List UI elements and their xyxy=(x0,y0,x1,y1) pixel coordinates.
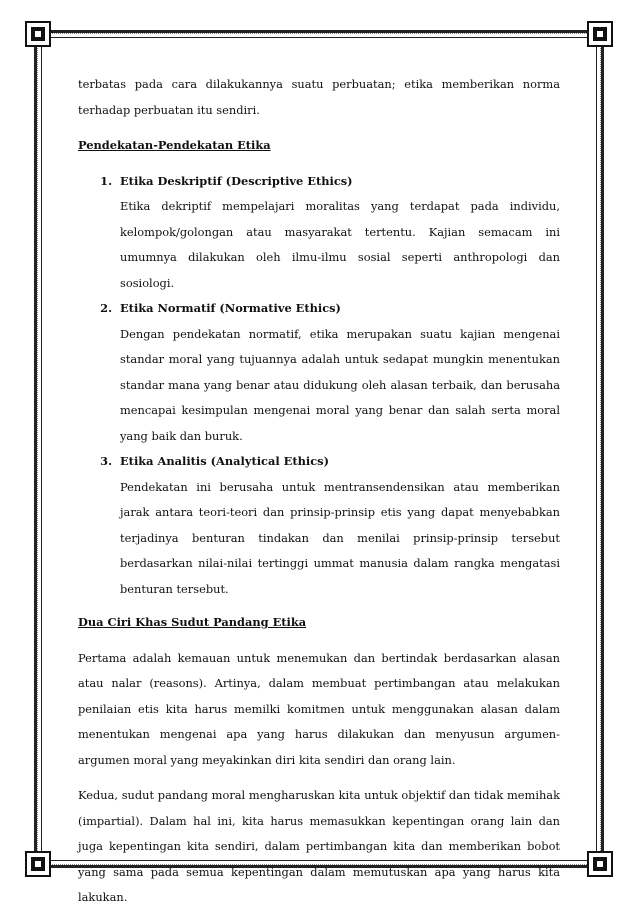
paragraph-second-characteristic: Kedua, sudut pandang moral mengharuskan kita untuk objektif dan tidak memihak (impartial). Dalam hal ini, kita harus memasukkan kepentingan orang lain dan juga kepentingan kita sendiri, dalam pertimbangan kita dan memberikan bobot yang sama pada semua kepentingan dalam memutuskan apa yang harus kita lakukan. xyxy=(78,788,560,904)
item-body: Etika dekriptif mempelajari moralitas yang terdapat pada individu, kelompok/golongan atau masyarakat tertentu. Kajian semacam ini umumnya dilakukan oleh ilmu-ilmu sosial seperti anthropologi dan sosiologi. xyxy=(120,199,560,290)
list-item xyxy=(116,169,560,297)
list-item xyxy=(116,296,560,449)
corner-ornament-bottom-right xyxy=(586,850,614,878)
item-body: Pendekatan ini berusaha untuk mentransendensikan atau memberikan jarak antara teori-teori dan prinsip-prinsip etis yang dapat menyebabkan terjadinya benturan tindakan dan menilai prinsip-prinsip tersebut berdasarkan nilai-nilai tertinggi ummat manusia dalam rangka mengatasi benturan tersebut. xyxy=(120,479,560,596)
corner-ornament-top-left xyxy=(24,20,52,48)
corner-ornament-bottom-left xyxy=(24,850,52,878)
item-title: Etika Analitis (Analytical Ethics) xyxy=(120,454,329,468)
document-body xyxy=(78,72,560,921)
item-title: Etika Normatif (Normative Ethics) xyxy=(120,301,341,315)
intro-paragraph: terbatas pada cara dilakukannya suatu perbuatan; etika memberikan norma terhadap perbuatan itu sendiri. xyxy=(78,77,560,117)
section-heading-approaches: Pendekatan-Pendekatan Etika xyxy=(78,138,271,152)
approaches-list xyxy=(78,169,560,603)
paragraph-first-characteristic: Pertama adalah kemauan untuk menemukan dan bertindak berdasarkan alasan atau nalar (reasons). Artinya, dalam membuat pertimbangan atau melakukan penilaian etis kita harus memilki komitmen untuk menggunakan alasan dalam menentukan mengenai apa yang harus dilakukan dan menyusun argumen-argumen moral yang meyakinkan diri kita sendiri dan orang lain. xyxy=(78,650,560,767)
item-title: Etika Deskriptif (Descriptive Ethics) xyxy=(120,173,353,188)
list-item xyxy=(116,449,560,602)
corner-ornament-top-right xyxy=(586,20,614,48)
section-heading-characteristics: Dua Ciri Khas Sudut Pandang Etika xyxy=(78,615,307,629)
item-body: Dengan pendekatan normatif, etika merupakan suatu kajian mengenai standar moral yang tujuannya adalah untuk sedapat mungkin menentukan standar mana yang benar atau didukung oleh alasan terbaik, dan berusaha mencapai kesimpulan mengenai moral yang benar dan salah serta moral yang baik dan buruk. xyxy=(120,326,560,443)
